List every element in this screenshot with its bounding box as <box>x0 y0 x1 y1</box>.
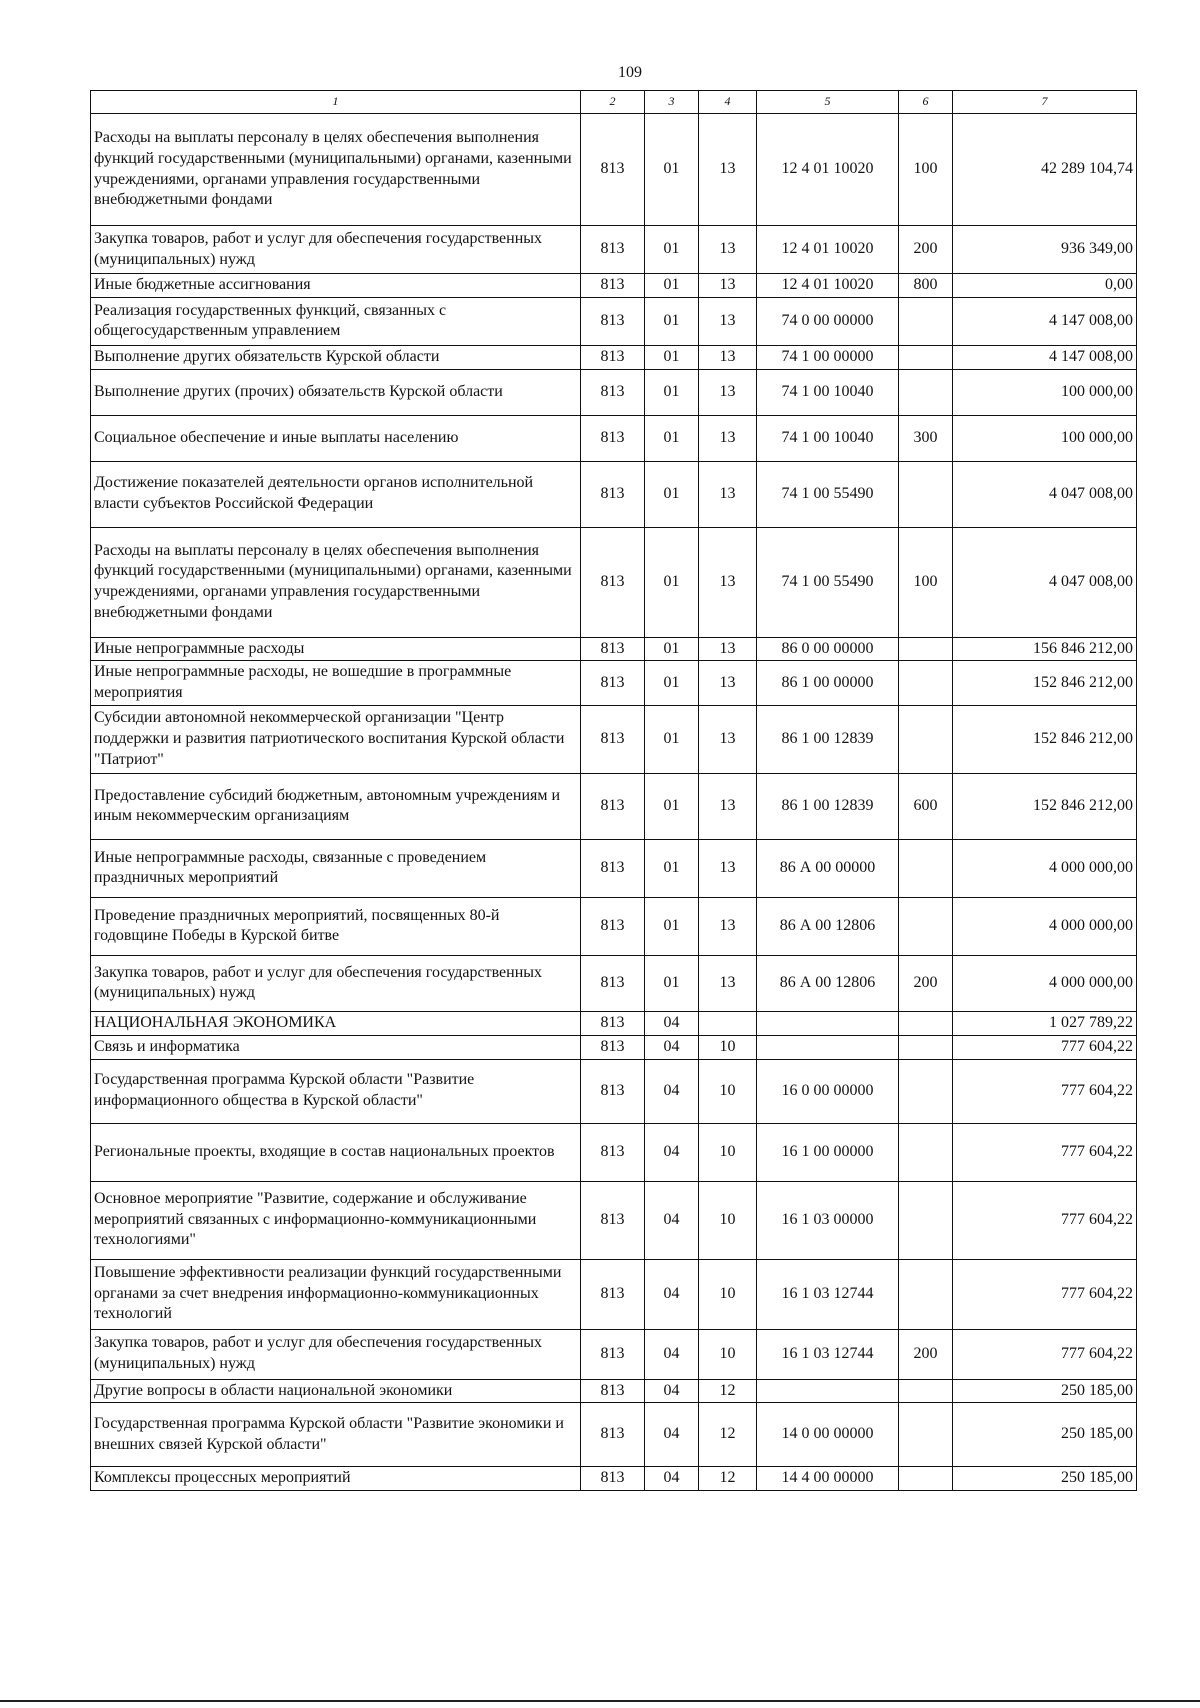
row-name: Достижение показателей деятельности органов исполнительной власти субъектов Российской Федерации <box>91 461 581 527</box>
row-amount: 100 000,00 <box>953 415 1137 461</box>
row-amount: 152 846 212,00 <box>953 773 1137 839</box>
row-name: Расходы на выплаты персоналу в целях обеспечения выполнения функций государственными (муниципальными) органами, казенными учреждениями, органами управления государственными внебюджетными фондами <box>91 114 581 226</box>
row-subsection-code: 13 <box>699 369 757 415</box>
row-amount: 250 185,00 <box>953 1379 1137 1403</box>
row-expense-type <box>899 1379 953 1403</box>
row-amount: 936 349,00 <box>953 226 1137 274</box>
row-name: Иные непрограммные расходы, связанные с проведением праздничных мероприятий <box>91 839 581 897</box>
column-number-row <box>91 91 1137 114</box>
row-subsection-code: 13 <box>699 114 757 226</box>
row-name: Закупка товаров, работ и услуг для обеспечения государственных (муниципальных) нужд <box>91 955 581 1011</box>
row-target-article: 86 1 00 12839 <box>757 773 899 839</box>
row-name: НАЦИОНАЛЬНАЯ ЭКОНОМИКА <box>91 1011 581 1035</box>
row-ved-code: 813 <box>581 297 645 345</box>
row-subsection-code: 12 <box>699 1379 757 1403</box>
row-target-article: 86 А 00 12806 <box>757 897 899 955</box>
table-row <box>91 1467 1137 1491</box>
budget-table <box>90 90 1137 1491</box>
row-ved-code: 813 <box>581 955 645 1011</box>
row-target-article: 86 1 00 12839 <box>757 705 899 773</box>
row-name: Основное мероприятие "Развитие, содержание и обслуживание мероприятий связанных с информационно-коммуникационными технологиями" <box>91 1181 581 1259</box>
row-section-code: 01 <box>645 637 699 661</box>
row-ved-code: 813 <box>581 415 645 461</box>
row-target-article: 86 0 00 00000 <box>757 637 899 661</box>
page-number: 109 <box>618 64 642 81</box>
table-row <box>91 1181 1137 1259</box>
row-section-code: 01 <box>645 839 699 897</box>
row-target-article: 12 4 01 10020 <box>757 114 899 226</box>
row-section-code: 01 <box>645 114 699 226</box>
table-row <box>91 345 1137 369</box>
row-subsection-code: 13 <box>699 527 757 637</box>
row-name: Иные непрограммные расходы, не вошедшие в программные мероприятия <box>91 661 581 706</box>
row-name: Иные непрограммные расходы <box>91 637 581 661</box>
row-subsection-code <box>699 1011 757 1035</box>
row-amount: 777 604,22 <box>953 1329 1137 1379</box>
column-header: 3 <box>645 91 699 114</box>
row-ved-code: 813 <box>581 705 645 773</box>
row-ved-code: 813 <box>581 661 645 706</box>
row-amount: 777 604,22 <box>953 1259 1137 1329</box>
row-section-code: 04 <box>645 1059 699 1123</box>
row-ved-code: 813 <box>581 897 645 955</box>
row-target-article: 74 0 00 00000 <box>757 297 899 345</box>
row-amount: 4 147 008,00 <box>953 345 1137 369</box>
row-target-article: 74 1 00 55490 <box>757 461 899 527</box>
table-row <box>91 637 1137 661</box>
row-amount: 4 047 008,00 <box>953 527 1137 637</box>
table-row <box>91 1059 1137 1123</box>
row-amount: 250 185,00 <box>953 1403 1137 1467</box>
row-section-code: 04 <box>645 1181 699 1259</box>
row-section-code: 01 <box>645 274 699 298</box>
row-section-code: 01 <box>645 661 699 706</box>
row-subsection-code: 13 <box>699 705 757 773</box>
row-section-code: 01 <box>645 897 699 955</box>
row-subsection-code: 13 <box>699 897 757 955</box>
row-name: Субсидии автономной некоммерческой организации "Центр поддержки и развития патриотического воспитания Курской области "Патриот" <box>91 705 581 773</box>
row-target-article: 16 0 00 00000 <box>757 1059 899 1123</box>
table-row <box>91 1329 1137 1379</box>
row-name: Государственная программа Курской области "Развитие экономики и внешних связей Курской области" <box>91 1403 581 1467</box>
row-target-article: 86 1 00 00000 <box>757 661 899 706</box>
row-target-article: 16 1 03 12744 <box>757 1259 899 1329</box>
row-name: Связь и информатика <box>91 1035 581 1059</box>
table-row <box>91 1123 1137 1181</box>
table-row <box>91 1403 1137 1467</box>
row-target-article <box>757 1011 899 1035</box>
row-amount: 777 604,22 <box>953 1059 1137 1123</box>
row-subsection-code: 10 <box>699 1123 757 1181</box>
row-section-code: 01 <box>645 461 699 527</box>
row-expense-type <box>899 1059 953 1123</box>
row-section-code: 04 <box>645 1467 699 1491</box>
row-ved-code: 813 <box>581 369 645 415</box>
row-target-article: 16 1 03 12744 <box>757 1329 899 1379</box>
row-expense-type: 300 <box>899 415 953 461</box>
row-section-code: 01 <box>645 297 699 345</box>
row-section-code: 04 <box>645 1403 699 1467</box>
column-header: 1 <box>91 91 581 114</box>
row-ved-code: 813 <box>581 527 645 637</box>
row-subsection-code: 10 <box>699 1259 757 1329</box>
table-row <box>91 1035 1137 1059</box>
row-name: Иные бюджетные ассигнования <box>91 274 581 298</box>
row-amount: 152 846 212,00 <box>953 705 1137 773</box>
row-section-code: 04 <box>645 1011 699 1035</box>
row-section-code: 04 <box>645 1123 699 1181</box>
row-name: Выполнение других (прочих) обязательств Курской области <box>91 369 581 415</box>
row-ved-code: 813 <box>581 773 645 839</box>
row-expense-type <box>899 1011 953 1035</box>
row-amount: 156 846 212,00 <box>953 637 1137 661</box>
row-subsection-code: 10 <box>699 1329 757 1379</box>
bottom-rule <box>0 1700 1200 1702</box>
row-ved-code: 813 <box>581 1181 645 1259</box>
row-section-code: 04 <box>645 1035 699 1059</box>
column-header: 7 <box>953 91 1137 114</box>
row-section-code: 01 <box>645 527 699 637</box>
row-expense-type <box>899 1467 953 1491</box>
table-row <box>91 705 1137 773</box>
row-name: Расходы на выплаты персоналу в целях обеспечения выполнения функций государственными (муниципальными) органами, казенными учреждениями, органами управления государственными внебюджетными фондами <box>91 527 581 637</box>
row-subsection-code: 13 <box>699 226 757 274</box>
row-subsection-code: 10 <box>699 1035 757 1059</box>
row-subsection-code: 12 <box>699 1467 757 1491</box>
row-name: Региональные проекты, входящие в состав национальных проектов <box>91 1123 581 1181</box>
row-target-article: 74 1 00 10040 <box>757 415 899 461</box>
row-name: Закупка товаров, работ и услуг для обеспечения государственных (муниципальных) нужд <box>91 226 581 274</box>
table-row <box>91 955 1137 1011</box>
table-row <box>91 114 1137 226</box>
row-expense-type: 800 <box>899 274 953 298</box>
row-amount: 777 604,22 <box>953 1123 1137 1181</box>
table-row <box>91 897 1137 955</box>
table-row <box>91 226 1137 274</box>
row-expense-type: 100 <box>899 527 953 637</box>
row-name: Социальное обеспечение и иные выплаты населению <box>91 415 581 461</box>
row-target-article <box>757 1379 899 1403</box>
row-name: Предоставление субсидий бюджетным, автономным учреждениям и иным некоммерческим организациям <box>91 773 581 839</box>
row-expense-type <box>899 897 953 955</box>
table-row <box>91 661 1137 706</box>
row-amount: 1 027 789,22 <box>953 1011 1137 1035</box>
table-row <box>91 297 1137 345</box>
row-ved-code: 813 <box>581 1467 645 1491</box>
row-subsection-code: 13 <box>699 274 757 298</box>
table-row <box>91 839 1137 897</box>
row-amount: 4 000 000,00 <box>953 839 1137 897</box>
row-target-article: 86 А 00 00000 <box>757 839 899 897</box>
row-expense-type: 200 <box>899 955 953 1011</box>
row-ved-code: 813 <box>581 226 645 274</box>
row-subsection-code: 13 <box>699 637 757 661</box>
table-row <box>91 274 1137 298</box>
row-amount: 777 604,22 <box>953 1181 1137 1259</box>
column-header: 4 <box>699 91 757 114</box>
row-name: Реализация государственных функций, связанных с общегосударственным управлением <box>91 297 581 345</box>
row-ved-code: 813 <box>581 1379 645 1403</box>
row-amount: 152 846 212,00 <box>953 661 1137 706</box>
row-target-article: 16 1 00 00000 <box>757 1123 899 1181</box>
row-section-code: 01 <box>645 369 699 415</box>
row-name: Государственная программа Курской области "Развитие информационного общества в Курской области" <box>91 1059 581 1123</box>
row-section-code: 01 <box>645 415 699 461</box>
row-section-code: 01 <box>645 705 699 773</box>
row-ved-code: 813 <box>581 1035 645 1059</box>
row-subsection-code: 13 <box>699 415 757 461</box>
row-expense-type <box>899 369 953 415</box>
column-header: 2 <box>581 91 645 114</box>
column-header: 6 <box>899 91 953 114</box>
row-amount: 0,00 <box>953 274 1137 298</box>
row-section-code: 01 <box>645 955 699 1011</box>
row-amount: 4 000 000,00 <box>953 955 1137 1011</box>
table-row <box>91 369 1137 415</box>
row-subsection-code: 12 <box>699 1403 757 1467</box>
row-target-article: 74 1 00 00000 <box>757 345 899 369</box>
row-expense-type <box>899 1181 953 1259</box>
row-ved-code: 813 <box>581 1059 645 1123</box>
column-header: 5 <box>757 91 899 114</box>
row-subsection-code: 13 <box>699 345 757 369</box>
row-amount: 777 604,22 <box>953 1035 1137 1059</box>
row-name: Другие вопросы в области национальной экономики <box>91 1379 581 1403</box>
row-ved-code: 813 <box>581 345 645 369</box>
row-name: Выполнение других обязательств Курской области <box>91 345 581 369</box>
row-expense-type: 100 <box>899 114 953 226</box>
row-name: Повышение эффективности реализации функций государственными органами за счет внедрения информационно-коммуникационных технологий <box>91 1259 581 1329</box>
row-ved-code: 813 <box>581 1123 645 1181</box>
row-ved-code: 813 <box>581 1011 645 1035</box>
row-expense-type <box>899 1259 953 1329</box>
row-subsection-code: 13 <box>699 839 757 897</box>
row-target-article: 12 4 01 10020 <box>757 274 899 298</box>
row-subsection-code: 13 <box>699 461 757 527</box>
row-expense-type <box>899 705 953 773</box>
row-expense-type <box>899 345 953 369</box>
row-ved-code: 813 <box>581 114 645 226</box>
row-subsection-code: 13 <box>699 297 757 345</box>
table-row <box>91 1379 1137 1403</box>
row-expense-type <box>899 1403 953 1467</box>
table-row <box>91 415 1137 461</box>
row-section-code: 04 <box>645 1259 699 1329</box>
row-amount: 100 000,00 <box>953 369 1137 415</box>
row-target-article: 12 4 01 10020 <box>757 226 899 274</box>
row-ved-code: 813 <box>581 1403 645 1467</box>
row-section-code: 01 <box>645 773 699 839</box>
row-amount: 250 185,00 <box>953 1467 1137 1491</box>
row-expense-type: 600 <box>899 773 953 839</box>
row-subsection-code: 13 <box>699 661 757 706</box>
table-row <box>91 1011 1137 1035</box>
row-target-article: 74 1 00 55490 <box>757 527 899 637</box>
row-ved-code: 813 <box>581 461 645 527</box>
row-target-article: 14 4 00 00000 <box>757 1467 899 1491</box>
row-target-article: 14 0 00 00000 <box>757 1403 899 1467</box>
table-row <box>91 527 1137 637</box>
row-name: Проведение праздничных мероприятий, посвященных 80-й годовщине Победы в Курской битве <box>91 897 581 955</box>
table-row <box>91 1259 1137 1329</box>
row-amount: 42 289 104,74 <box>953 114 1137 226</box>
row-expense-type <box>899 1035 953 1059</box>
table-row <box>91 461 1137 527</box>
row-section-code: 04 <box>645 1379 699 1403</box>
table-body <box>91 114 1137 1491</box>
row-subsection-code: 13 <box>699 955 757 1011</box>
row-ved-code: 813 <box>581 1259 645 1329</box>
row-subsection-code: 13 <box>699 773 757 839</box>
row-expense-type: 200 <box>899 1329 953 1379</box>
row-target-article: 16 1 03 00000 <box>757 1181 899 1259</box>
row-expense-type <box>899 839 953 897</box>
row-subsection-code: 10 <box>699 1181 757 1259</box>
row-amount: 4 047 008,00 <box>953 461 1137 527</box>
row-section-code: 04 <box>645 1329 699 1379</box>
row-section-code: 01 <box>645 226 699 274</box>
row-name: Комплексы процессных мероприятий <box>91 1467 581 1491</box>
row-name: Закупка товаров, работ и услуг для обеспечения государственных (муниципальных) нужд <box>91 1329 581 1379</box>
row-target-article <box>757 1035 899 1059</box>
row-target-article: 86 А 00 12806 <box>757 955 899 1011</box>
row-expense-type <box>899 637 953 661</box>
row-subsection-code: 10 <box>699 1059 757 1123</box>
row-expense-type <box>899 297 953 345</box>
row-ved-code: 813 <box>581 1329 645 1379</box>
row-expense-type: 200 <box>899 226 953 274</box>
row-target-article: 74 1 00 10040 <box>757 369 899 415</box>
row-expense-type <box>899 461 953 527</box>
row-ved-code: 813 <box>581 274 645 298</box>
row-expense-type <box>899 1123 953 1181</box>
row-expense-type <box>899 661 953 706</box>
row-ved-code: 813 <box>581 839 645 897</box>
table-row <box>91 773 1137 839</box>
row-amount: 4 000 000,00 <box>953 897 1137 955</box>
row-ved-code: 813 <box>581 637 645 661</box>
row-amount: 4 147 008,00 <box>953 297 1137 345</box>
row-section-code: 01 <box>645 345 699 369</box>
